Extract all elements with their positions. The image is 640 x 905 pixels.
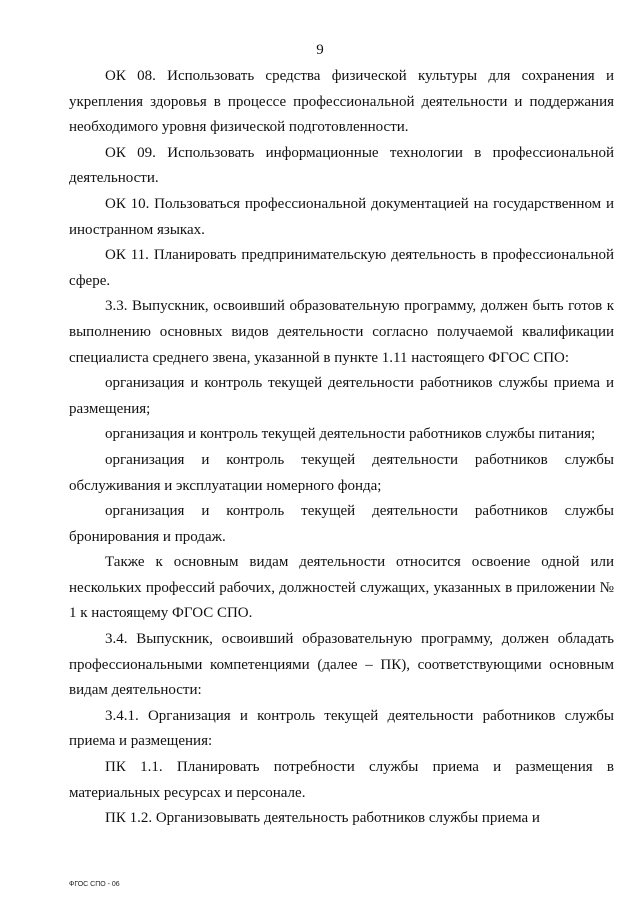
paragraph-professions: Также к основным видам деятельности относится освоение одной или нескольких профессий рабочих, должностей служащих, указанных в приложении № 1 к настоящему ФГОС СПО. [69, 554, 614, 622]
paragraph-ok-10: ОК 10. Пользоваться профессиональной документацией на государственном и иностранном языках. [69, 195, 614, 238]
paragraph-ok-09: ОК 09. Использовать информационные технологии в профессиональной деятельности. [69, 144, 614, 187]
footer-document-code: ФГОС СПО - 06 [69, 881, 120, 888]
paragraph-3-3: 3.3. Выпускник, освоивший образовательную программу, должен быть готов к выполнению основных видов деятельности согласно получаемой квалификации специалиста среднего звена, указанной в пункте 1.11 настоящего ФГОС СПО: [69, 298, 614, 366]
document-body [69, 64, 614, 832]
activity-item-catering: организация и контроль текущей деятельности работников службы питания; [105, 426, 596, 443]
page-number: 9 [316, 42, 324, 58]
activity-item-booking: организация и контроль текущей деятельности работников службы бронирования и продаж. [69, 503, 614, 545]
activity-item-rooms: организация и контроль текущей деятельности работников службы обслуживания и эксплуатации номерного фонда; [69, 451, 614, 494]
paragraph-pk-1-1: ПК 1.1. Планировать потребности службы приема и размещения в материальных ресурсах и персонале. [69, 759, 614, 801]
paragraph-ok-11: ОК 11. Планировать предпринимательскую деятельность в профессиональной сфере. [69, 247, 614, 289]
paragraph-3-4-1: 3.4.1. Организация и контроль текущей деятельности работников службы приема и размещения: [69, 707, 614, 750]
activity-item-reception: организация и контроль текущей деятельности работников службы приема и размещения; [69, 375, 614, 417]
paragraph-3-4: 3.4. Выпускник, освоивший образовательную программу, должен обладать профессиональными компетенциями (далее – ПК), соответствующими основным видам деятельности: [69, 631, 614, 699]
paragraph-pk-1-2: ПК 1.2. Организовывать деятельность работников службы приема и [105, 810, 540, 827]
paragraph-ok-08: ОК 08. Использовать средства физической культуры для сохранения и укрепления здоровья в процессе профессиональной деятельности и поддержания необходимого уровня физической подготовленности. [69, 68, 614, 136]
